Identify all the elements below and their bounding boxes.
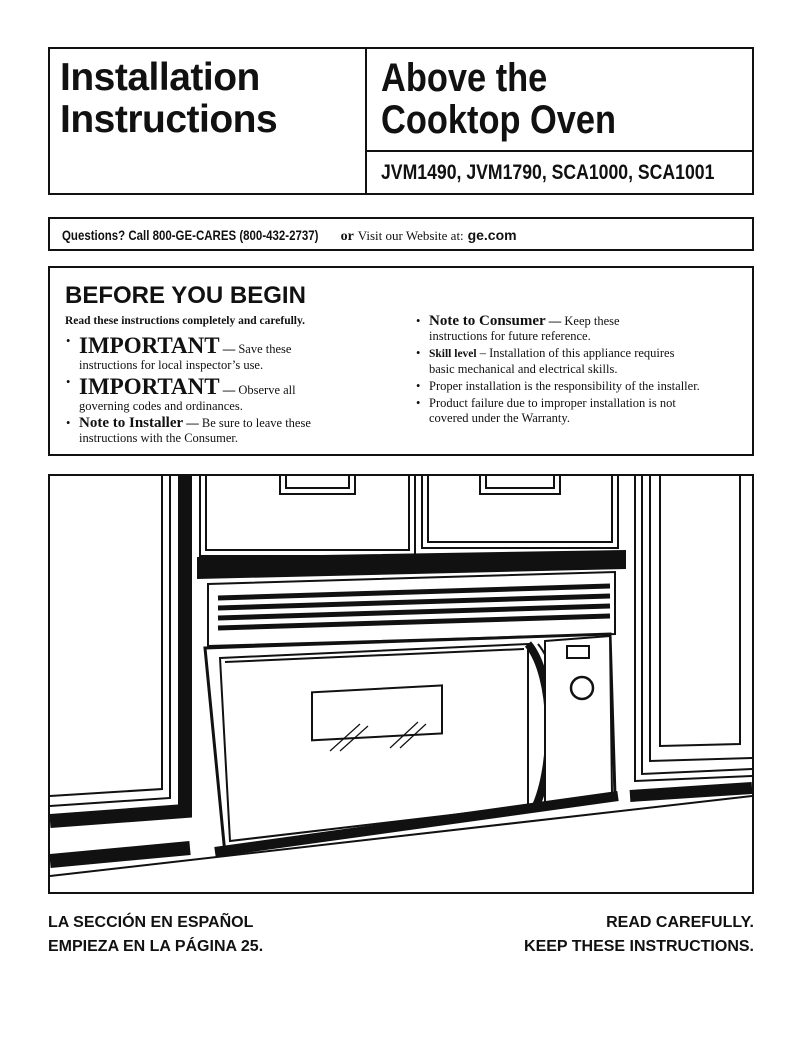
list-item: • Note to Consumer — Keep these instructions for future reference. xyxy=(416,313,620,343)
note-text: Observe all xyxy=(238,383,296,397)
note-text: instructions for future reference. xyxy=(429,329,591,343)
dash: — xyxy=(186,416,199,430)
model-numbers: JVM1490, JVM1790, SCA1000, SCA1001 xyxy=(381,161,715,184)
visit-text: Visit our Website at: xyxy=(357,228,464,243)
header-divider xyxy=(365,49,367,193)
microwave-illustration xyxy=(48,474,754,894)
list-item: • IMPORTANT — Save these instructions for local inspector’s use. xyxy=(66,333,292,372)
spanish-line-1: LA SECCIÓN EN ESPAÑOL xyxy=(48,914,254,931)
dash: — xyxy=(222,342,236,356)
list-item: • Proper installation is the responsibility of the installer. xyxy=(416,379,700,393)
header-model-divider xyxy=(367,150,752,152)
title-line-2: Instructions xyxy=(60,98,278,141)
note-text: Be sure to leave these xyxy=(201,416,311,430)
questions-box xyxy=(48,217,754,251)
before-heading: BEFORE YOU BEGIN xyxy=(65,282,306,309)
left-notes xyxy=(64,334,364,448)
call-text: Questions? Call 800-GE-CARES (800-432-2737) xyxy=(62,227,319,243)
read-line-2: KEEP THESE INSTRUCTIONS. xyxy=(524,938,754,955)
right-notes xyxy=(414,314,744,428)
note-label: Note to Installer xyxy=(79,415,184,431)
microwave-drawing xyxy=(50,476,752,892)
product-title xyxy=(381,57,616,141)
important-label: IMPORTANT xyxy=(79,333,220,358)
list-item: • Skill level – Installation of this appliance requires basic mechanical and electrical skills. xyxy=(416,346,675,376)
note-text: covered under the Warranty. xyxy=(429,411,570,425)
note-text: instructions for local inspector’s use. xyxy=(79,358,264,372)
note-text: Save these xyxy=(238,342,292,356)
read-line-1: READ CAREFULLY. xyxy=(606,914,754,931)
product-line-2: Cooktop Oven xyxy=(381,98,617,142)
note-label: Note to Consumer xyxy=(429,313,546,329)
list-item: • Product failure due to improper installation is not covered under the Warranty. xyxy=(416,396,676,425)
note-text: Product failure due to improper installation is not xyxy=(429,396,676,410)
spanish-line-2: EMPIEZA EN LA PÁGINA 25. xyxy=(48,938,264,955)
list-item: • Note to Installer — Be sure to leave these instructions with the Consumer. xyxy=(66,415,311,445)
dash: — xyxy=(548,314,562,328)
product-line-1: Above the xyxy=(381,56,548,100)
note-text: Proper installation is the responsibility of the installer. xyxy=(429,379,700,393)
title-line-1: Installation xyxy=(60,56,260,99)
note-text: basic mechanical and electrical skills. xyxy=(429,362,618,376)
note-label: Skill level xyxy=(429,348,477,360)
read-instructions-note: Read these instructions completely and carefully. xyxy=(65,315,305,327)
read-carefully-note xyxy=(524,911,754,959)
spanish-note xyxy=(48,911,263,959)
note-text: – Installation of this appliance requires xyxy=(479,346,675,360)
note-text: Keep these xyxy=(564,314,620,328)
before-you-begin-box xyxy=(48,266,754,456)
dash: — xyxy=(222,383,236,397)
header-box xyxy=(48,47,754,195)
list-item: • IMPORTANT — Observe all governing codes and ordinances. xyxy=(66,374,296,413)
note-text: instructions with the Consumer. xyxy=(79,431,239,445)
document-title xyxy=(60,57,277,141)
website-link[interactable]: ge.com xyxy=(467,227,517,243)
important-label: IMPORTANT xyxy=(79,374,220,399)
or-text: or xyxy=(340,229,354,244)
note-text: governing codes and ordinances. xyxy=(79,399,243,413)
